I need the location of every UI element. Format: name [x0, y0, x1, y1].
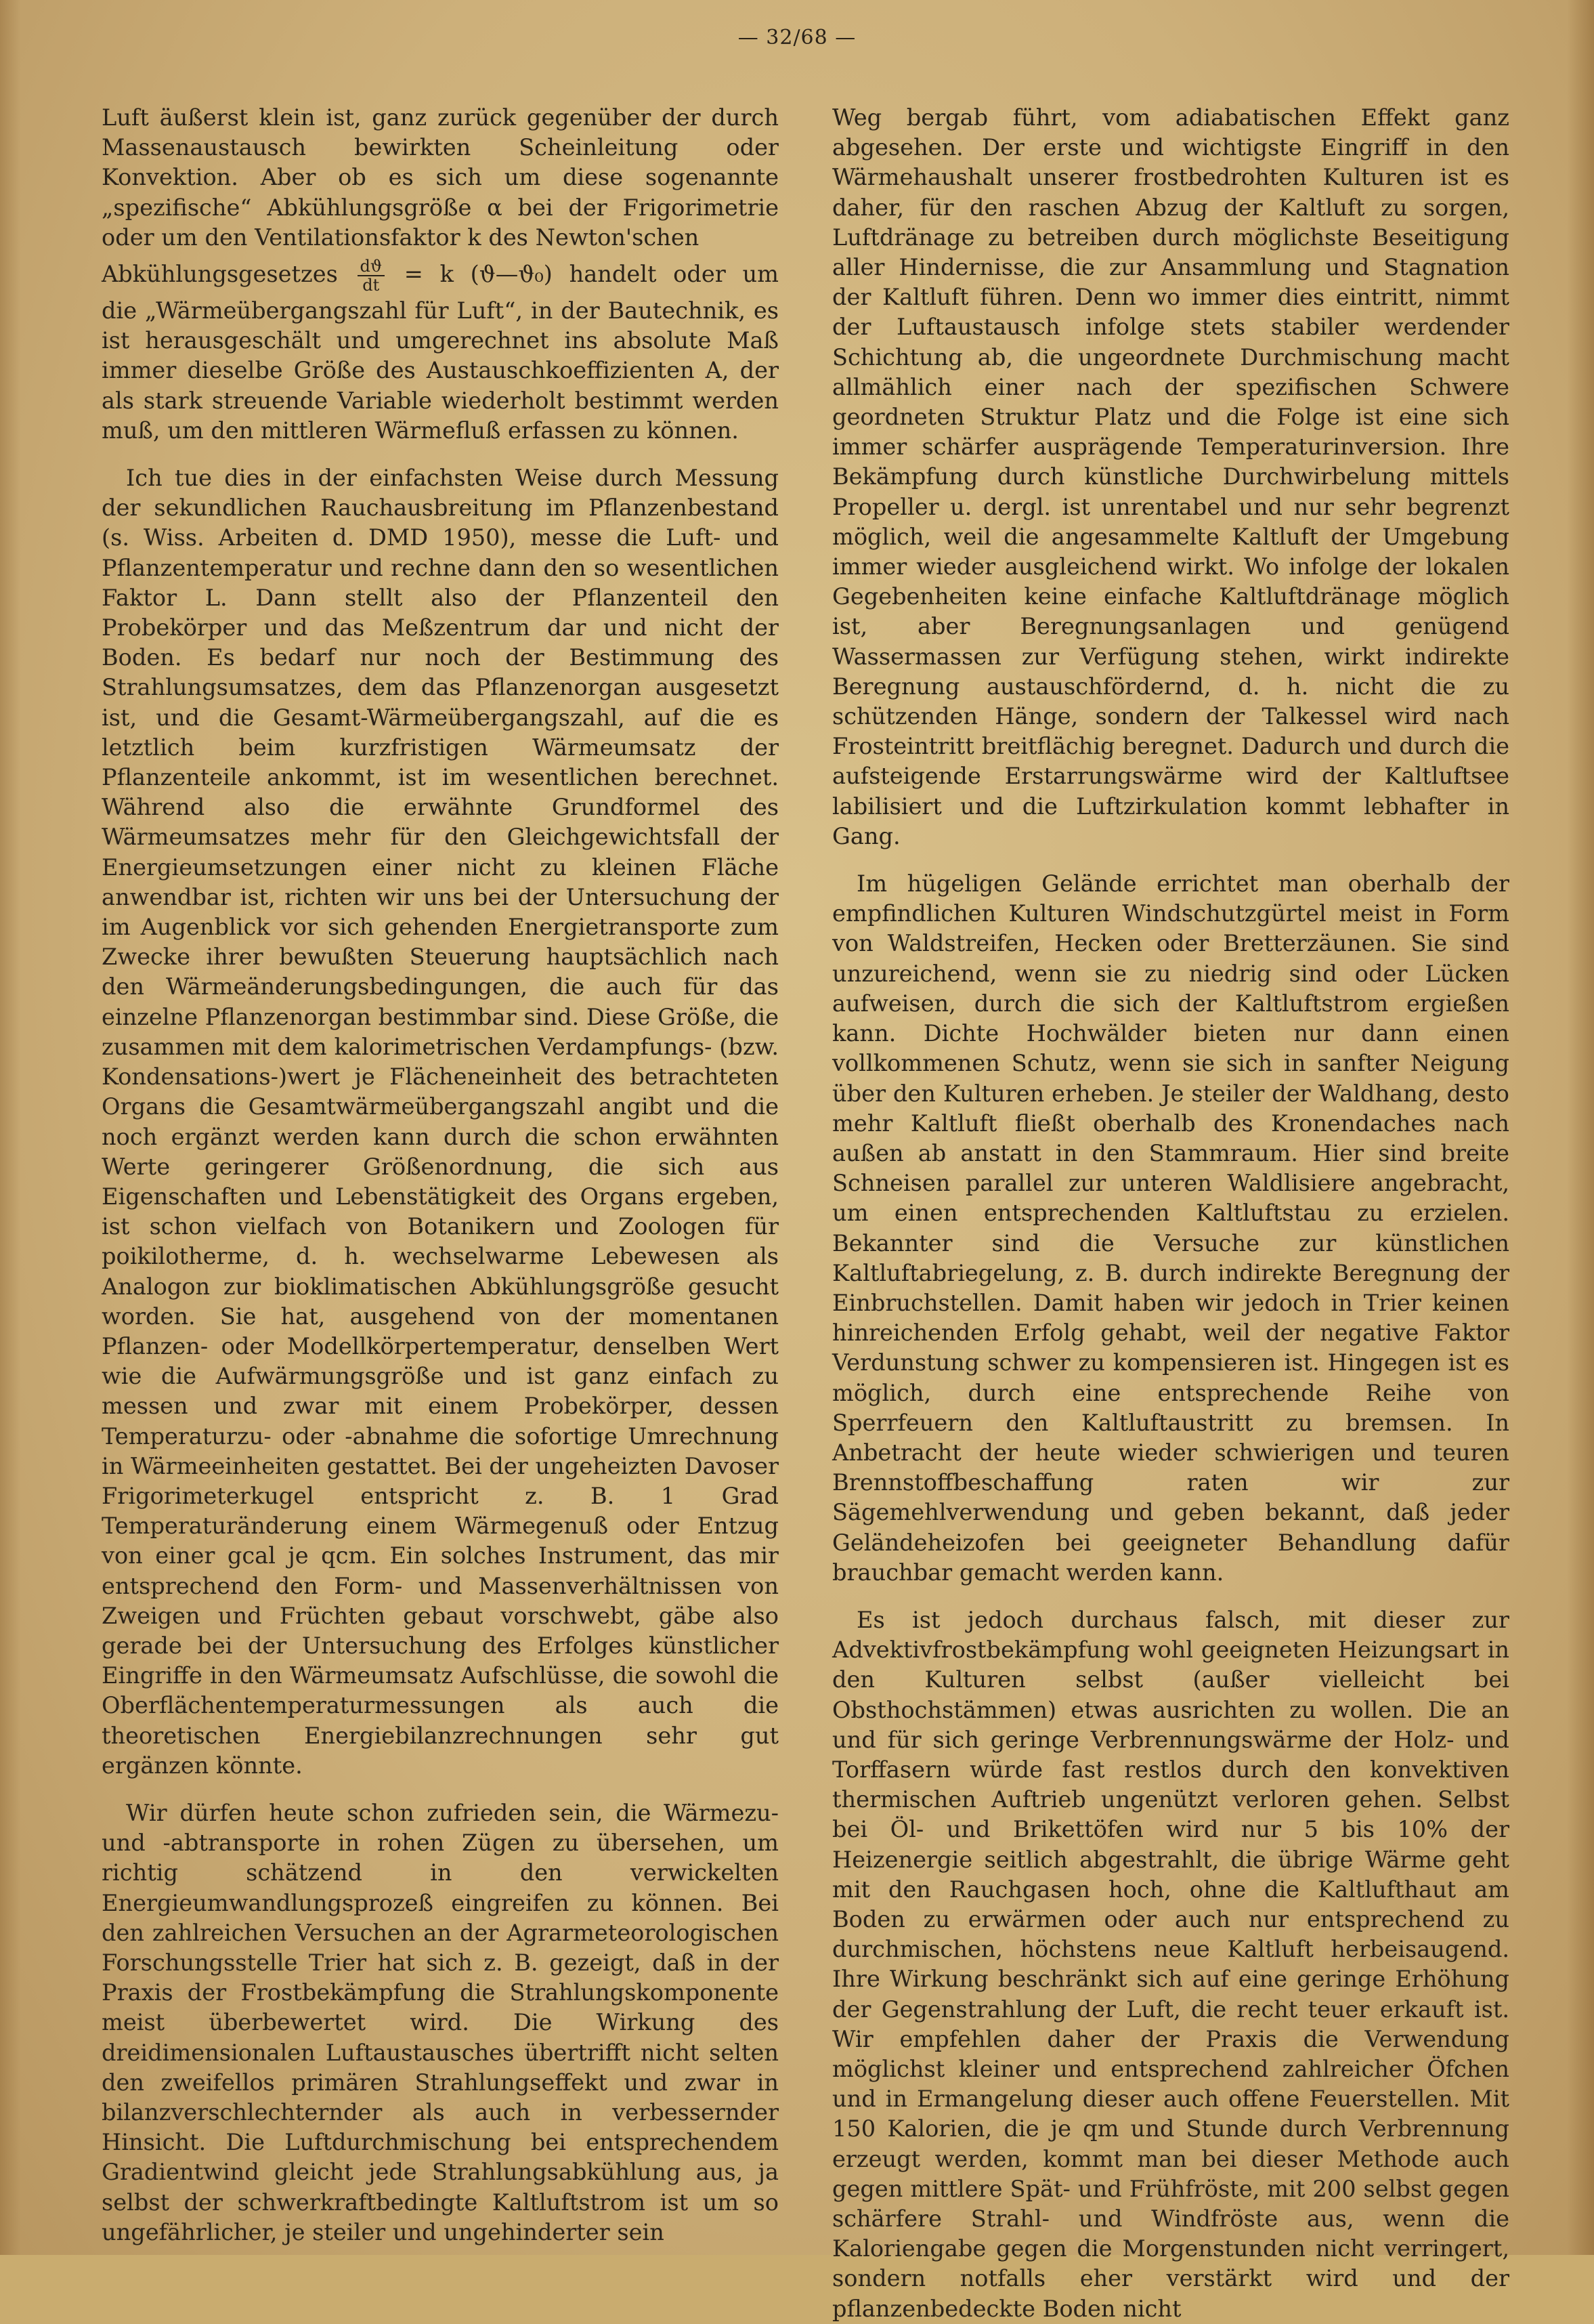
formula-trail-text: handelt oder um [569, 261, 779, 288]
page-number: — 32/68 — [737, 26, 857, 49]
paragraph-right-3: Es ist jedoch durchaus falsch, mit dieser zur Advektivfrostbekämpfung wohl geeigneten Heizungsart in den Kulturen selbst (außer vielleicht bei Obsthochstämmen) etwas ausrichten zu wollen. Die an und für sich geringe Verbrennungswärme der Holz- und Torffasern würde fast restlos durch den konvektiven thermischen Auftrieb ungenützt verloren gehen. Selbst bei Öl- und Brikettöfen wird nur 5 bis 10% der Heizenergie seitlich abgestrahlt, die übrige Wärme geht mit den Rauchgasen hoch, ohne die Kaltlufthaut am Boden zu erwärmen oder auch nur entsprechend zu durchmischen, höchstens neue Kaltluft herbeisaugend. Ihre Wirkung beschränkt sich auf eine geringe Erhöhung der Gegenstrahlung der Luft, die recht teuer erkauft ist. Wir empfehlen daher der Praxis die Verwendung möglichst kleiner und entsprechend zahlreicher Öfchen und in Ermangelung dieser auch offene Feuerstellen. Mit 150 Kalorien, die je qm und Stunde durch Verbrennung erzeugt werden, kommt man bei dieser Methode auch gegen mittlere Spät- und Frühfröste, mit 200 selbst gegen schärfere Strahl- und Windfröste aus, wenn die Kaloriengabe gegen die Morgenstunden nicht verringert, sondern notfalls eher verstärkt wird und der pflanzenbedeckte Boden nicht [832, 1606, 1509, 2322]
formula-denominator: dt [362, 276, 380, 295]
formula-line [102, 253, 779, 296]
paragraph-right-2: Im hügeligen Gelände errichtet man oberhalb der empfindlichen Kulturen Windschutzgürtel meist in Form von Waldstreifen, Hecken oder Bretterzäunen. Sie sind unzureichend, wenn sie zu niedrig sind oder Lücken aufweisen, durch die sich der Kaltluftstrom ergießen kann. Dichte Hochwälder bieten nur dann einen vollkommenen Schutz, wenn sie sich in sanfter Neigung über den Kulturen erheben. Je steiler der Waldhang, desto mehr Kaltluft fließt oberhalb des Kronendaches nach außen ab anstatt in den Stammraum. Hier sind breite Schneisen parallel zur unteren Waldlisiere angebracht, um einen entsprechenden Kaltluftstau zu erzielen. Bekannter sind die Versuche zur künstlichen Kaltluftabriegelung, z. B. durch indirekte Beregnung der Einbruchstellen. Damit haben wir jedoch in Trier keinen hinreichenden Erfolg gehabt, weil der negative Faktor Verdunstung schwer zu kompensieren ist. Hingegen ist es möglich, durch eine entsprechende Reihe von Sperrfeuern den Kaltluftaustritt zu bremsen. In Anbetracht der heute wieder schwierigen und teuren Brennstoffbeschaffung raten wir zur Sägemehlverwendung und geben bekannt, daß jeder Geländeheizofen bei geeigneter Behandlung dafür brauchbar gemacht werden kann. [832, 870, 1509, 1586]
paragraph-right-1: Weg bergab führt, vom adiabatischen Effekt ganz abgesehen. Der erste und wichtigste Eingriff in den Wärmehaushalt unserer frostbedrohten Kulturen ist es daher, für den raschen Abzug der Kaltluft zu sorgen, Luftdränage zu betreiben durch möglichste Beseitigung aller Hindernisse, die zur Ansammlung und Stagnation der Kaltluft führen. Denn wo immer dies eintritt, nimmt der Luftaustausch infolge stets stabiler werdender Schichtung ab, die ungeordnete Durchmischung macht allmählich einer nach der spezifischen Schwere geordneten Struktur Platz und die Folge ist eine sich immer schärfer ausprägende Temperaturinversion. Ihre Bekämpfung durch künstliche Durchwirbelung mittels Propeller u. dergl. ist unrentabel und nur sehr begrenzt möglich, weil die angesammelte Kaltluft der Umgebung immer wieder ausgleichend wirkt. Wo infolge der lokalen Gegebenheiten keine einfache Kaltluftdränage möglich ist, aber Beregnungsanlagen und genügend Wassermassen zur Verfügung stehen, wirkt indirekte Beregnung austauschfördernd, d. h. nicht die zu schützenden Hänge, sondern der Talkessel wird nach Frosteintritt breitflächig beregnet. Dadurch und durch die aufsteigende Erstarrungswärme wird der Kaltluftsee labilisiert und die Luftzirkulation kommt lebhafter in Gang. [832, 104, 1509, 849]
formula-lead-text: Abkühlungsgesetzes [102, 261, 338, 288]
page-edge-shadow-right [1567, 0, 1594, 2255]
formula-fraction [358, 257, 385, 294]
paragraph-left-3: Wir dürfen heute schon zufrieden sein, die Wärmezu- und -abtransporte in rohen Zügen zu übersehen, um richtig schätzend in den verwickelten Energieumwandlungsprozeß eingreifen zu können. Bei den zahlreichen Versuchen an der Agrarmeteorologischen Forschungsstelle Trier hat sich z. B. gezeigt, daß in der Praxis der Frostbekämpfung die Strahlungskomponente meist überbewertet wird. Die Wirkung des dreidimensionalen Luftaustausches übertrifft nicht selten den zweifellos primären Strahlungseffekt und zwar in bilanzverschlechternder als auch in verbessernder Hinsicht. Die Luftdurchmischung bei entsprechendem Gradientwind gleicht jede Strahlungsabkühlung aus, ja selbst der schwerkraftbedingte Kaltluftstrom ist um so ungefährlicher, je steiler und ungehinderter sein [102, 1799, 779, 2245]
paragraph-left-1c: die „Wärmeübergangszahl für Luft“, in der Bautechnik, es ist herausgeschält und umgerechnet ins absolute Maß immer dieselbe Größe des Austauschkoeffizienten A, der als stark streuende Variable wiederholt bestimmt werden muß, um den mittleren Wärmefluß erfassen zu können. [102, 297, 779, 444]
right-column [832, 103, 1509, 2324]
page-edge-shadow-left [0, 0, 20, 2255]
left-column [102, 103, 779, 2247]
paragraph-left-1a: Luft äußerst klein ist, ganz zurück gegenüber der durch Massenaustausch bewirkten Scheinleitung oder Konvektion. Aber ob es sich um diese sogenannte „spezifische“ Abkühlungsgröße α bei der Frigorimetrie oder um den Ventilationsfaktor k des Newton'schen [102, 104, 779, 251]
formula-numerator: dϑ [358, 257, 385, 276]
paragraph-left-2: Ich tue dies in der einfachsten Weise durch Messung der sekundlichen Rauchausbreitung im Pflanzenbestand (s. Wiss. Arbeiten d. DMD 1950), messe die Luft- und Pflanzentemperatur und rechne dann den so wesentlichen Faktor L. Dann stellt also der Pflanzenteil den Probekörper und das Meßzentrum dar und nicht der Boden. Es bedarf nur noch der Bestimmung des Strahlungsumsatzes, dem das Pflanzenorgan ausgesetzt ist, und die Gesamt-Wärmeübergangszahl, auf die es letztlich beim kurzfristigen Wärmeumsatz der Pflanzenteile ankommt, ist im wesentlichen berechnet. Während also die erwähnte Grundformel des Wärmeumsatzes mehr für den Gleichgewichtsfall der Energieumsetzungen einer nicht zu kleinen Fläche anwendbar ist, richten wir uns bei der Untersuchung der im Augenblick vor sich gehenden Energietransporte zum Zwecke ihrer bewußten Steuerung hauptsächlich nach den Wärmeänderungsbedingungen, die auch für das einzelne Pflanzenorgan bestimmbar sind. Diese Größe, die zusammen mit dem kalorimetrischen Verdampfungs- (bzw. Kondensations-)wert je Flächeneinheit des betrachteten Organs die Gesamtwärmeübergangszahl angibt und die noch ergänzt werden kann durch die schon erwähnten Werte geringerer Größenordnung, die sich aus Eigenschaften und Lebenstätigkeit des Organs ergeben, ist schon vielfach von Botanikern und Zoologen für poikilotherme, d. h. wechselwarme Lebewesen als Analogon zur bioklimatischen Abkühlungsgröße gesucht worden. Sie hat, ausgehend von der momentanen Pflanzen- oder Modellkörpertemperatur, denselben Wert wie die Aufwärmungsgröße und ist ganz einfach zu messen und zwar mit einem Probekörper, dessen Temperaturzu- oder -abnahme die sofortige Umrechnung in Wärmeeinheiten gestattet. Bei der ungeheizten Davoser Frigorimeterkugel entspricht z. B. 1 Grad Temperaturänderung einem Wärmegenuß oder Entzug von einer gcal je qcm. Ein solches Instrument, das mir entsprechend den Form- und Massenverhältnissen von Zweigen und Früchten gebaut vorschwebt, gäbe also gerade bei der Untersuchung des Erfolges künstlicher Eingriffe in den Wärmeumsatz Aufschlüsse, die sowohl die Oberflächentemperaturmessungen als auch die theoretischen Energiebilanzrechnungen sehr gut ergänzen könnte. [102, 465, 779, 1779]
formula-rhs: = k (ϑ—ϑ₀) [404, 261, 553, 288]
